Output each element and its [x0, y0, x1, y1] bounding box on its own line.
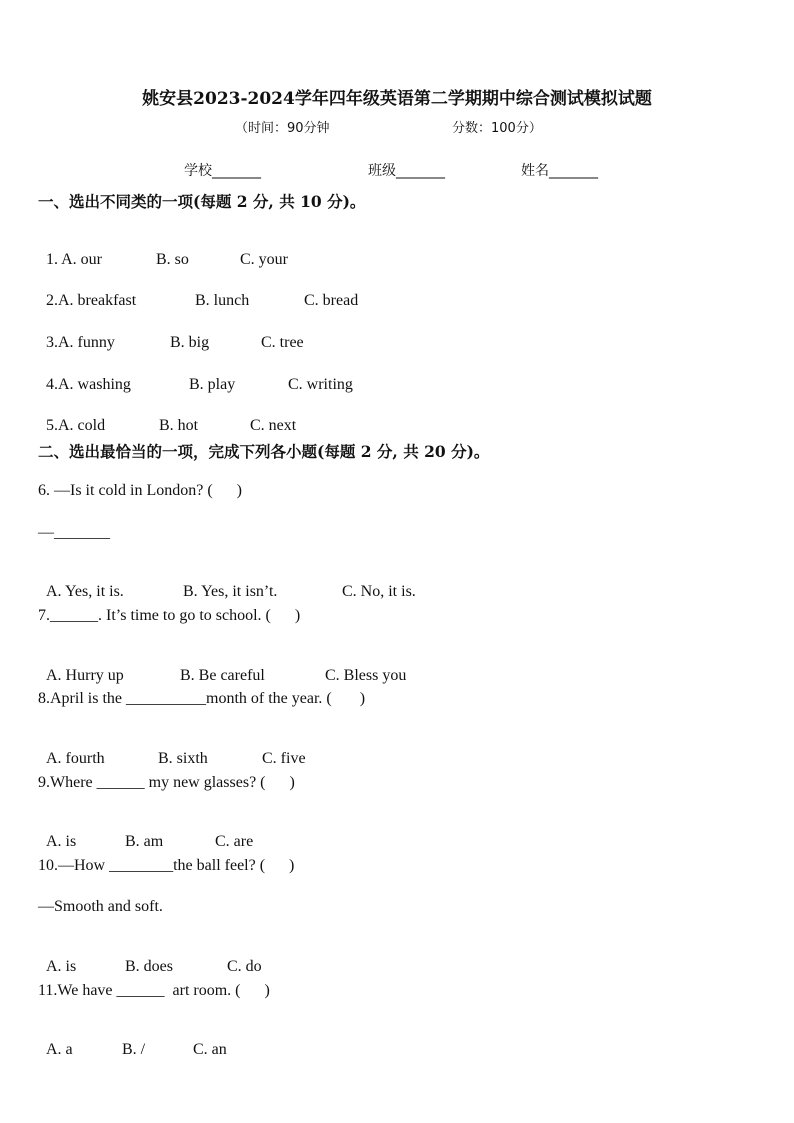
exam-score: 分数：100分）	[452, 121, 542, 136]
question-5	[38, 399, 296, 435]
question-2	[38, 274, 358, 310]
section1-heading: 一、选出不同类的一项(每题 2 分, 共 10 分)。	[38, 192, 366, 211]
class-field: 班级_______	[368, 163, 445, 179]
option-b: B. so	[156, 251, 189, 268]
question-4	[38, 358, 353, 394]
option-b: B. lunch	[195, 292, 250, 309]
option-a: A. is	[46, 833, 77, 850]
question-6-answer-line: —_______	[38, 524, 110, 541]
option-c: C. an	[193, 1041, 227, 1058]
question-7-stem: 7.______. It’s time to go to school. ( )	[38, 607, 301, 624]
option-c: C. tree	[261, 334, 304, 351]
option-a: 5.A. cold	[46, 417, 106, 434]
option-a: 3.A. funny	[46, 334, 115, 351]
option-a: 1. A. our	[46, 251, 102, 268]
question-9-stem: 9.Where ______ my new glasses? ( )	[38, 774, 295, 791]
option-c: C. No, it is.	[342, 583, 416, 600]
question-10-options	[38, 940, 262, 976]
option-b: B. am	[125, 833, 164, 850]
question-6-stem: 6. —Is it cold in London? ( )	[38, 482, 242, 499]
question-10-stem: 10.—How ________the ball feel? ( )	[38, 857, 295, 874]
option-a: A. a	[46, 1041, 73, 1058]
option-a: 4.A. washing	[46, 376, 131, 393]
question-9-options	[38, 815, 253, 851]
option-c: C. are	[215, 833, 254, 850]
exam-time: （时间：90分钟	[235, 121, 330, 136]
option-c: C. do	[227, 958, 262, 975]
question-6-options	[38, 565, 416, 601]
option-a: A. is	[46, 958, 77, 975]
option-a: A. fourth	[46, 750, 105, 767]
option-b: B. sixth	[158, 750, 208, 767]
option-a: A. Hurry up	[46, 667, 124, 684]
question-11-options	[38, 1023, 227, 1059]
question-11-stem: 11.We have ______ art room. ( )	[38, 982, 270, 999]
option-b: B. /	[122, 1041, 146, 1058]
option-b: B. hot	[159, 417, 199, 434]
option-c: C. next	[250, 417, 297, 434]
option-b: B. big	[170, 334, 210, 351]
question-8-options	[38, 732, 306, 768]
option-c: C. Bless you	[325, 667, 407, 684]
question-3	[38, 316, 304, 352]
option-b: B. Be careful	[180, 667, 265, 684]
question-7-options	[38, 649, 406, 685]
school-field: 学校_______	[184, 163, 261, 179]
option-a: 2.A. breakfast	[46, 292, 137, 309]
option-c: C. five	[262, 750, 306, 767]
option-c: C. bread	[304, 292, 359, 309]
option-b: B. play	[189, 376, 236, 393]
option-c: C. writing	[288, 376, 353, 393]
section2-heading: 二、选出最恰当的一项，完成下列各小题(每题 2 分, 共 20 分)。	[38, 442, 490, 461]
option-a: A. Yes, it is.	[46, 583, 124, 600]
option-b: B. does	[125, 958, 173, 975]
question-8-stem: 8.April is the __________month of the year. ( )	[38, 690, 366, 707]
option-b: B. Yes, it isn’t.	[183, 583, 278, 600]
question-10-reply: —Smooth and soft.	[38, 898, 163, 915]
option-c: C. your	[240, 251, 288, 268]
page-title: 姚安县2023-2024学年四年级英语第二学期期中综合测试模拟试题	[142, 89, 652, 109]
question-1	[38, 233, 288, 269]
name-field: 姓名_______	[521, 163, 598, 179]
